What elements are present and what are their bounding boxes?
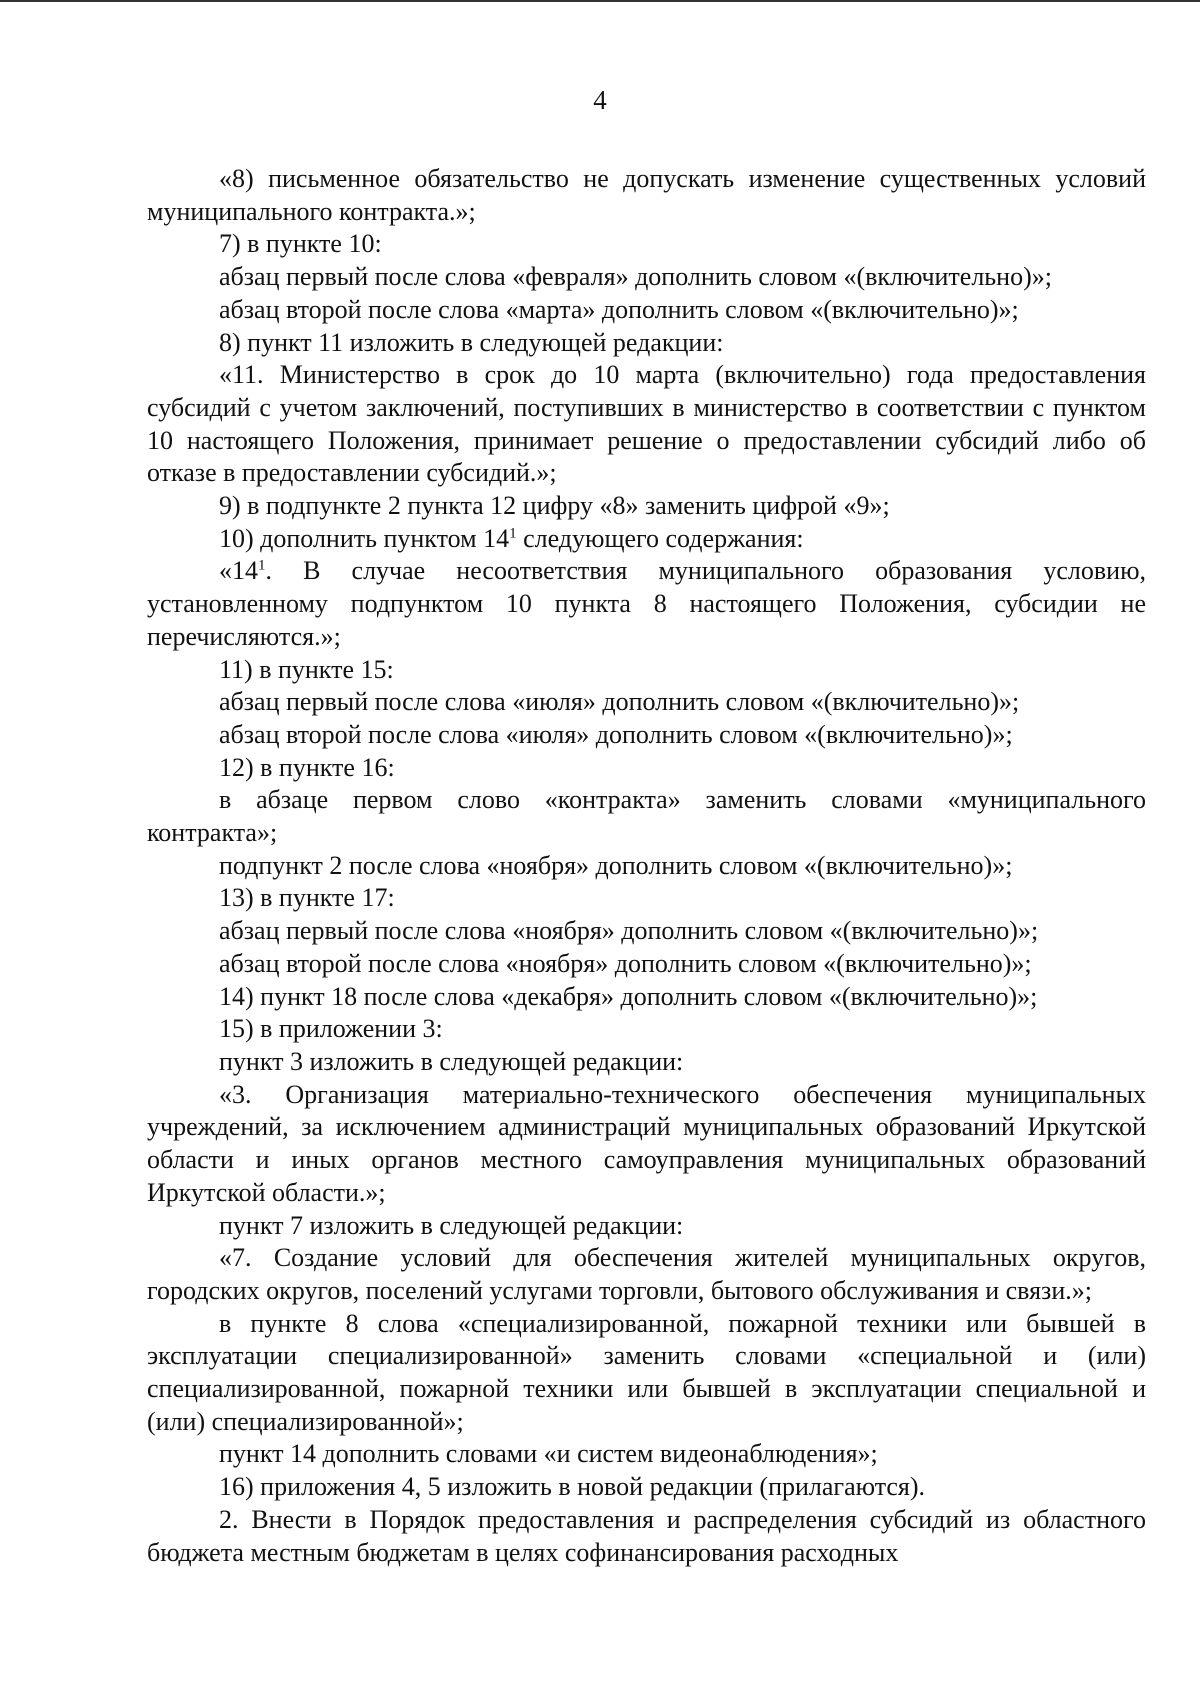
paragraph: в абзаце первом слово «контракта» заменить словами «муниципального контракта»;	[147, 785, 1146, 848]
paragraph: 15) в приложении 3:	[219, 1014, 443, 1044]
paragraph: пункт 3 изложить в следующей редакции:	[219, 1046, 684, 1076]
document-body	[147, 163, 1146, 1569]
paragraph: абзац второй после слова «июля» дополнить словом «(включительно)»;	[219, 719, 1013, 749]
paragraph: 8) пункт 11 изложить в следующей редакции:	[219, 327, 724, 357]
paragraph-text: «14	[219, 556, 258, 586]
paragraph: в пункте 8 слова «специализированной, пожарной техники или бывшей в эксплуатации специализированной» заменить словами «специальной и (или) специализированной, пожарной техники или бывшей в эксплуатации специальной и (или) специализированной»;	[147, 1308, 1146, 1436]
paragraph-text: следующего содержания:	[516, 523, 804, 553]
paragraph-text: 10) дополнить пунктом 14	[219, 523, 510, 553]
paragraph: абзац второй после слова «ноября» дополнить словом «(включительно)»;	[219, 948, 1032, 978]
superscript: 1	[509, 525, 517, 542]
paragraph: 7) в пункте 10:	[219, 229, 382, 259]
paragraph: пункт 7 изложить в следующей редакции:	[219, 1210, 684, 1240]
paragraph: 11) в пункте 15:	[219, 654, 394, 684]
paragraph: «11. Министерство в срок до 10 марта (включительно) года предоставления субсидий с учетом заключений, поступивших в министерство в соответствии с пунктом 10 настоящего Положения, принимает решение о предоставлении субсидий либо об отказе в предоставлении субсидий.»;	[147, 360, 1146, 488]
paragraph: 12) в пункте 16:	[219, 752, 395, 782]
paragraph: абзац второй после слова «марта» дополнить словом «(включительно)»;	[219, 294, 1019, 324]
paragraph: абзац первый после слова «ноября» дополнить словом «(включительно)»;	[219, 916, 1039, 946]
paragraph: «7. Создание условий для обеспечения жителей муниципальных округов, городских округов, поселений услугами торговли, бытового обслуживания и связи.»;	[147, 1243, 1146, 1305]
paragraph: 9) в подпункте 2 пункта 12 цифру «8» заменить цифрой «9»;	[219, 491, 890, 521]
paragraph: пункт 14 дополнить словами «и систем видеонаблюдения»;	[219, 1439, 878, 1469]
paragraph: 16) приложения 4, 5 изложить в новой редакции (прилагаются).	[219, 1472, 926, 1502]
paragraph: абзац первый после слова «февраля» дополнить словом «(включительно)»;	[219, 262, 1052, 292]
page-number: 4	[593, 85, 607, 115]
paragraph: подпункт 2 после слова «ноября» дополнить словом «(включительно)»;	[219, 850, 1013, 880]
paragraph	[147, 555, 1146, 653]
paragraph: 14) пункт 18 после слова «декабря» дополнить словом «(включительно)»;	[219, 981, 1038, 1011]
paragraph: 2. Внести в Порядок предоставления и распределения субсидий из областного бюджета местным бюджетам в целях софинансирования расходных	[147, 1504, 1146, 1567]
paragraph: абзац первый после слова «июля» дополнить словом «(включительно)»;	[219, 687, 1020, 717]
paragraph: 13) в пункте 17:	[219, 883, 395, 913]
paragraph-text: . В случае несоответствия муниципального образования условию, установленному подпунктом 10 пункта 8 настоящего Положения, субсидии не перечисляются.»;	[147, 556, 1146, 651]
paragraph: «8) письменное обязательство не допускать изменение существенных условий муниципального контракта.»;	[147, 164, 1146, 226]
top-edge-rule	[0, 0, 1200, 2]
superscript: 1	[258, 557, 266, 574]
paragraph: «3. Организация материально-технического обеспечения муниципальных учреждений, за исключением администраций муниципальных образований Иркутской области и иных органов местного самоуправления муниципальных образований Иркутской области.»;	[147, 1079, 1146, 1207]
paragraph	[147, 523, 1146, 556]
